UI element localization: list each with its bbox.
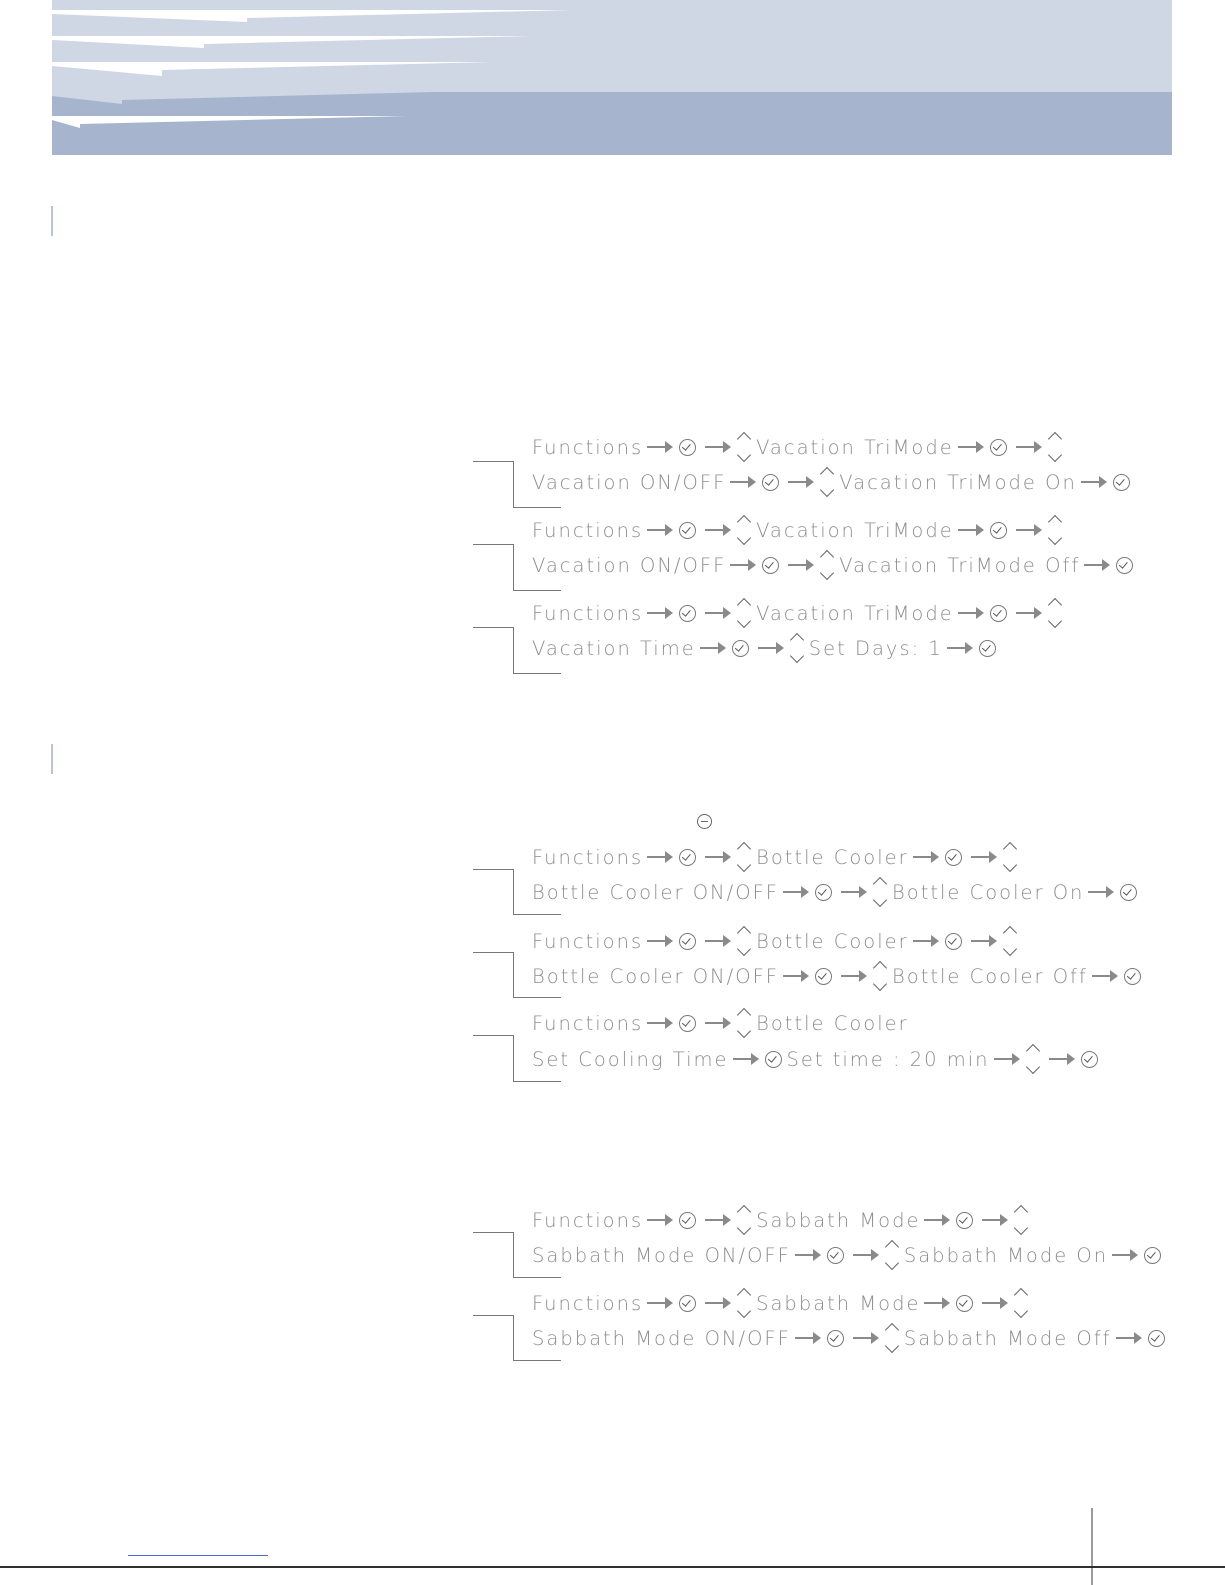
up-down-chevron-icon [789, 631, 805, 665]
arrow-right-icon [647, 940, 671, 942]
check-circle-icon [945, 849, 962, 866]
arrow-right-icon [1092, 975, 1116, 977]
arrow-right-icon [705, 529, 729, 531]
sequence-line [532, 1205, 1033, 1235]
arrow-right-icon [705, 1022, 729, 1024]
check-circle-icon [679, 849, 696, 866]
sequence-line [532, 1008, 909, 1038]
sequence-line [532, 633, 1001, 663]
sequence-line [532, 598, 1067, 628]
arrow-right-icon [788, 564, 812, 566]
arrow-right-icon [647, 529, 671, 531]
arrow-right-icon [1016, 446, 1040, 448]
check-circle-icon [990, 605, 1007, 622]
check-circle-icon [815, 968, 832, 985]
up-down-chevron-icon [1013, 1203, 1029, 1237]
arrow-right-icon [994, 1058, 1018, 1060]
arrow-right-icon [913, 940, 937, 942]
step-label: Functions [532, 518, 644, 542]
step-label: Sabbath Mode ON/OFF [532, 1326, 791, 1350]
step-label: Functions [532, 1291, 644, 1315]
arrow-right-icon [913, 856, 937, 858]
arrow-right-icon [795, 1254, 819, 1256]
up-down-chevron-icon [1002, 840, 1018, 874]
section-marker-bottle-cooler [51, 744, 53, 774]
step-label: Functions [532, 1208, 644, 1232]
step-label: Bottle Cooler [756, 929, 909, 953]
arrow-right-icon [958, 446, 982, 448]
up-down-chevron-icon [736, 596, 752, 630]
arrow-right-icon [647, 612, 671, 614]
arrow-right-icon [853, 1337, 877, 1339]
sequence-line [532, 432, 1067, 462]
step-label: Functions [532, 1011, 644, 1035]
up-down-chevron-icon [1047, 513, 1063, 547]
step-label: Bottle Cooler On [892, 880, 1085, 904]
arrow-right-icon [647, 1219, 671, 1221]
arrow-right-icon [705, 1302, 729, 1304]
arrow-right-icon [733, 1058, 757, 1060]
sequence-line [532, 961, 1146, 991]
arrow-right-icon [1049, 1058, 1073, 1060]
check-circle-icon [679, 933, 696, 950]
arrow-right-icon [730, 564, 754, 566]
up-down-chevron-icon [872, 959, 888, 993]
check-circle-icon [679, 1295, 696, 1312]
check-circle-icon [679, 522, 696, 539]
sequence-line [532, 1240, 1166, 1270]
arrow-right-icon [982, 1302, 1006, 1304]
sequence-line [532, 467, 1135, 497]
pause-circle-icon [697, 814, 712, 829]
arrow-right-icon [647, 1022, 671, 1024]
step-label: Vacation TriMode [756, 518, 954, 542]
up-down-chevron-icon [1047, 596, 1063, 630]
arrow-right-icon [705, 856, 729, 858]
arrow-right-icon [783, 975, 807, 977]
arrow-right-icon [705, 446, 729, 448]
arrow-right-icon [1112, 1254, 1136, 1256]
up-down-chevron-icon [872, 875, 888, 909]
up-down-chevron-icon [736, 840, 752, 874]
up-down-chevron-icon [819, 465, 835, 499]
step-label: Functions [532, 435, 644, 459]
up-down-chevron-icon [1025, 1042, 1041, 1076]
step-label: Vacation TriMode [756, 601, 954, 625]
arrow-right-icon [795, 1337, 819, 1339]
check-circle-icon [1116, 557, 1133, 574]
check-circle-icon [945, 933, 962, 950]
check-circle-icon [1081, 1051, 1098, 1068]
section-marker-vacation [51, 206, 53, 236]
check-circle-icon [990, 522, 1007, 539]
step-label: Vacation Time [532, 636, 696, 660]
step-label: Sabbath Mode [756, 1208, 921, 1232]
sequence-line [532, 550, 1138, 580]
arrow-right-icon [705, 612, 729, 614]
step-label: Sabbath Mode [756, 1291, 921, 1315]
arrow-right-icon [758, 647, 782, 649]
up-down-chevron-icon [736, 430, 752, 464]
step-label: Vacation TriMode On [839, 470, 1077, 494]
check-circle-icon [1148, 1330, 1165, 1347]
arrow-right-icon [705, 940, 729, 942]
step-label: Vacation ON/OFF [532, 553, 727, 577]
arrow-right-icon [730, 481, 754, 483]
arrow-right-icon [647, 1302, 671, 1304]
check-circle-icon [979, 640, 996, 657]
up-down-chevron-icon [1013, 1286, 1029, 1320]
up-down-chevron-icon [884, 1238, 900, 1272]
sequence-line [532, 877, 1142, 907]
check-circle-icon [732, 640, 749, 657]
arrow-right-icon [1088, 891, 1112, 893]
arrow-right-icon [853, 1254, 877, 1256]
check-circle-icon [1144, 1247, 1161, 1264]
check-circle-icon [1120, 884, 1137, 901]
arrow-right-icon [1081, 481, 1105, 483]
arrow-right-icon [1016, 612, 1040, 614]
step-label: Bottle Cooler ON/OFF [532, 880, 779, 904]
step-label: Vacation TriMode Off [839, 553, 1081, 577]
check-circle-icon [762, 557, 779, 574]
up-down-chevron-icon [736, 1203, 752, 1237]
page-number-divider [1091, 1508, 1093, 1585]
arrow-right-icon [841, 891, 865, 893]
arrow-right-icon [647, 446, 671, 448]
step-label: Bottle Cooler Off [892, 964, 1088, 988]
sequence-line [532, 515, 1067, 545]
arrow-right-icon [982, 1219, 1006, 1221]
up-down-chevron-icon [736, 924, 752, 958]
step-label: Bottle Cooler ON/OFF [532, 964, 779, 988]
arrow-right-icon [705, 1219, 729, 1221]
arrow-right-icon [841, 975, 865, 977]
up-down-chevron-icon [1047, 430, 1063, 464]
up-down-chevron-icon [1002, 924, 1018, 958]
step-label: Set Days: 1 [808, 636, 943, 660]
step-label: Functions [532, 929, 644, 953]
step-label: Sabbath Mode On [903, 1243, 1109, 1267]
arrow-right-icon [700, 647, 724, 649]
arrow-right-icon [924, 1302, 948, 1304]
arrow-right-icon [1116, 1337, 1140, 1339]
step-label: Functions [532, 601, 644, 625]
step-label: Functions [532, 845, 644, 869]
step-label: Sabbath Mode ON/OFF [532, 1243, 791, 1267]
step-label: Vacation ON/OFF [532, 470, 727, 494]
up-down-chevron-icon [736, 513, 752, 547]
arrow-right-icon [647, 856, 671, 858]
arrow-right-icon [971, 940, 995, 942]
header-banner [52, 0, 1172, 155]
sequence-line [532, 842, 1022, 872]
step-label: Bottle Cooler [756, 1011, 909, 1035]
check-circle-icon [762, 474, 779, 491]
arrow-right-icon [924, 1219, 948, 1221]
sequence-line [532, 1323, 1170, 1353]
check-circle-icon [1124, 968, 1141, 985]
arrow-right-icon [958, 612, 982, 614]
step-label: Set Cooling Time [532, 1047, 729, 1071]
arrow-right-icon [958, 529, 982, 531]
check-circle-icon [765, 1051, 782, 1068]
up-down-chevron-icon [884, 1321, 900, 1355]
sequence-line [532, 1044, 1103, 1074]
step-label: Set time : 20 min [786, 1047, 990, 1071]
sequence-line [532, 926, 1022, 956]
step-label: Sabbath Mode Off [903, 1326, 1112, 1350]
up-down-chevron-icon [736, 1286, 752, 1320]
arrow-right-icon [947, 647, 971, 649]
footer-rule [0, 1566, 1225, 1568]
arrow-right-icon [783, 891, 807, 893]
up-down-chevron-icon [736, 1006, 752, 1040]
sequence-line [532, 1288, 1033, 1318]
footer-link-underline[interactable] [128, 1555, 268, 1556]
arrow-right-icon [1084, 564, 1108, 566]
check-circle-icon [1113, 474, 1130, 491]
check-circle-icon [956, 1295, 973, 1312]
check-circle-icon [679, 1015, 696, 1032]
arrow-right-icon [1016, 529, 1040, 531]
up-down-chevron-icon [819, 548, 835, 582]
check-circle-icon [679, 605, 696, 622]
step-label: Vacation TriMode [756, 435, 954, 459]
check-circle-icon [679, 439, 696, 456]
check-circle-icon [815, 884, 832, 901]
step-label: Bottle Cooler [756, 845, 909, 869]
check-circle-icon [679, 1212, 696, 1229]
check-circle-icon [827, 1247, 844, 1264]
check-circle-icon [956, 1212, 973, 1229]
arrow-right-icon [971, 856, 995, 858]
check-circle-icon [827, 1330, 844, 1347]
check-circle-icon [990, 439, 1007, 456]
arrow-right-icon [788, 481, 812, 483]
